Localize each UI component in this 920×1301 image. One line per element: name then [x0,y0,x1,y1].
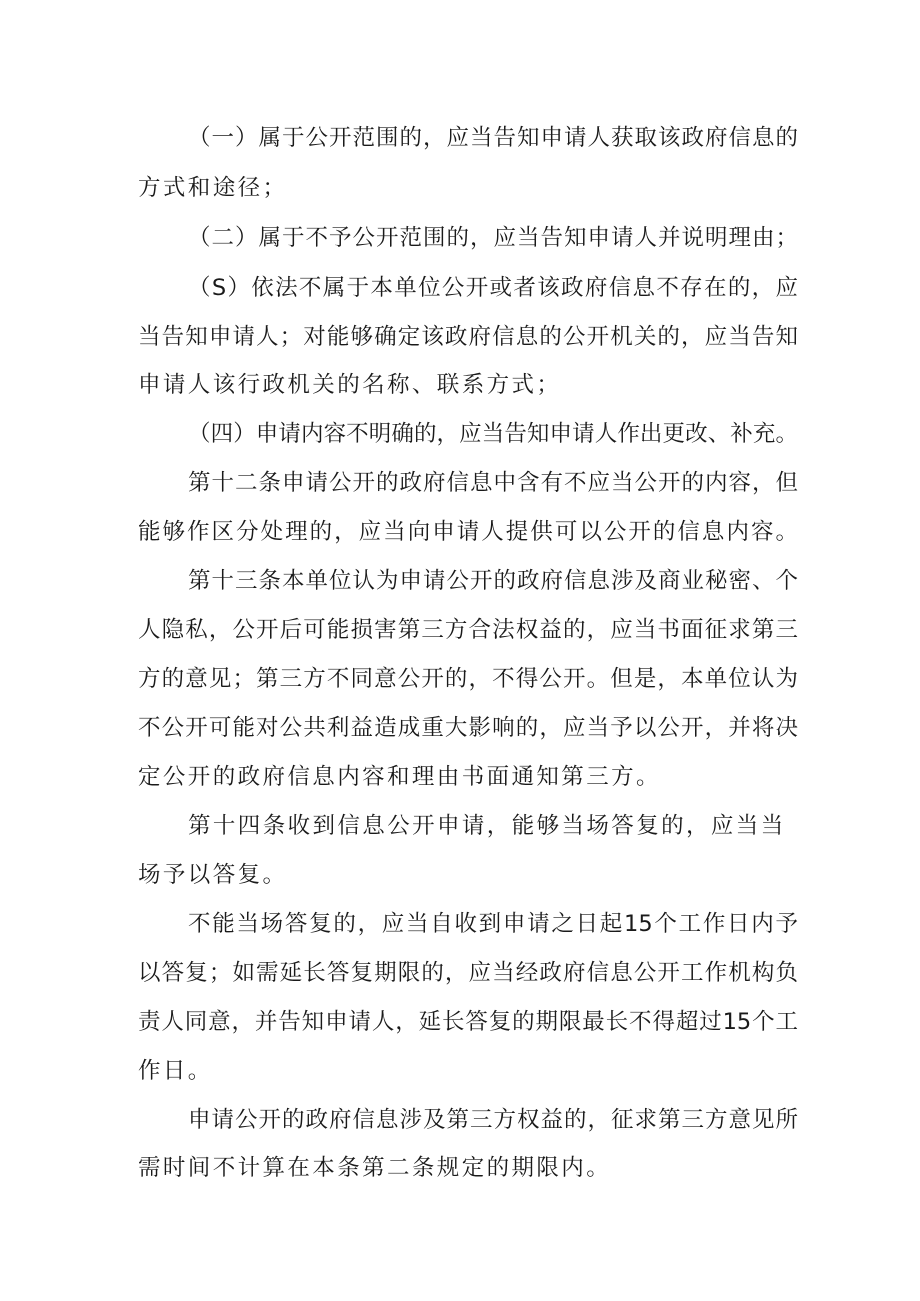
text-line: 申请公开的政府信息涉及第三方权益的，征求第三方意见所 [188,1107,798,1133]
text-line: 人隐私，公开后可能损害第三方合法权益的，应当书面征求第三 [138,617,798,643]
text-line: 第十三条本单位认为申请公开的政府信息涉及商业秘密、个 [188,568,798,594]
text-line: 方的意见；第三方不同意公开的，不得公开。但是，本单位认为 [138,666,798,692]
text-line: （二）属于不予公开范围的，应当告知申请人并说明理由； [188,225,798,251]
text-line: 当告知申请人；对能够确定该政府信息的公开机关的，应当告知 [138,324,798,350]
text-line: 责人同意，并告知申请人，延长答复的期限最长不得超过15个工 [138,1009,798,1035]
text-line: 定公开的政府信息内容和理由书面通知第三方。 [138,764,661,790]
text-line: 作日。 [138,1058,213,1084]
text-line: （S）依法不属于本单位公开或者该政府信息不存在的，应 [188,275,798,301]
text-line: 不公开可能对公共利益造成重大影响的，应当予以公开，并将决 [138,715,798,741]
text-line: 方式和途径； [138,175,288,201]
text-line: 第十二条申请公开的政府信息中含有不应当公开的内容，但 [188,470,798,496]
text-line: 能够作区分处理的，应当向申请人提供可以公开的信息内容。 [138,519,798,545]
text-line: 以答复；如需延长答复期限的，应当经政府信息公开工作机构负 [138,960,798,986]
text-line: 不能当场答复的，应当自收到申请之日起15个工作日内予 [188,911,798,937]
text-line: 需时间不计算在本条第二条规定的期限内。 [138,1155,612,1181]
text-line: 第十四条收到信息公开申请，能够当场答复的，应当当 [188,813,786,839]
text-line: （一）属于公开范围的，应当告知申请人获取该政府信息的 [188,125,798,151]
text-line: 场予以答复。 [138,862,288,888]
text-line: （四）申请内容不明确的，应当告知申请人作出更改、补充。 [188,421,798,447]
text-line: 申请人该行政机关的名称、联系方式； [138,372,562,398]
